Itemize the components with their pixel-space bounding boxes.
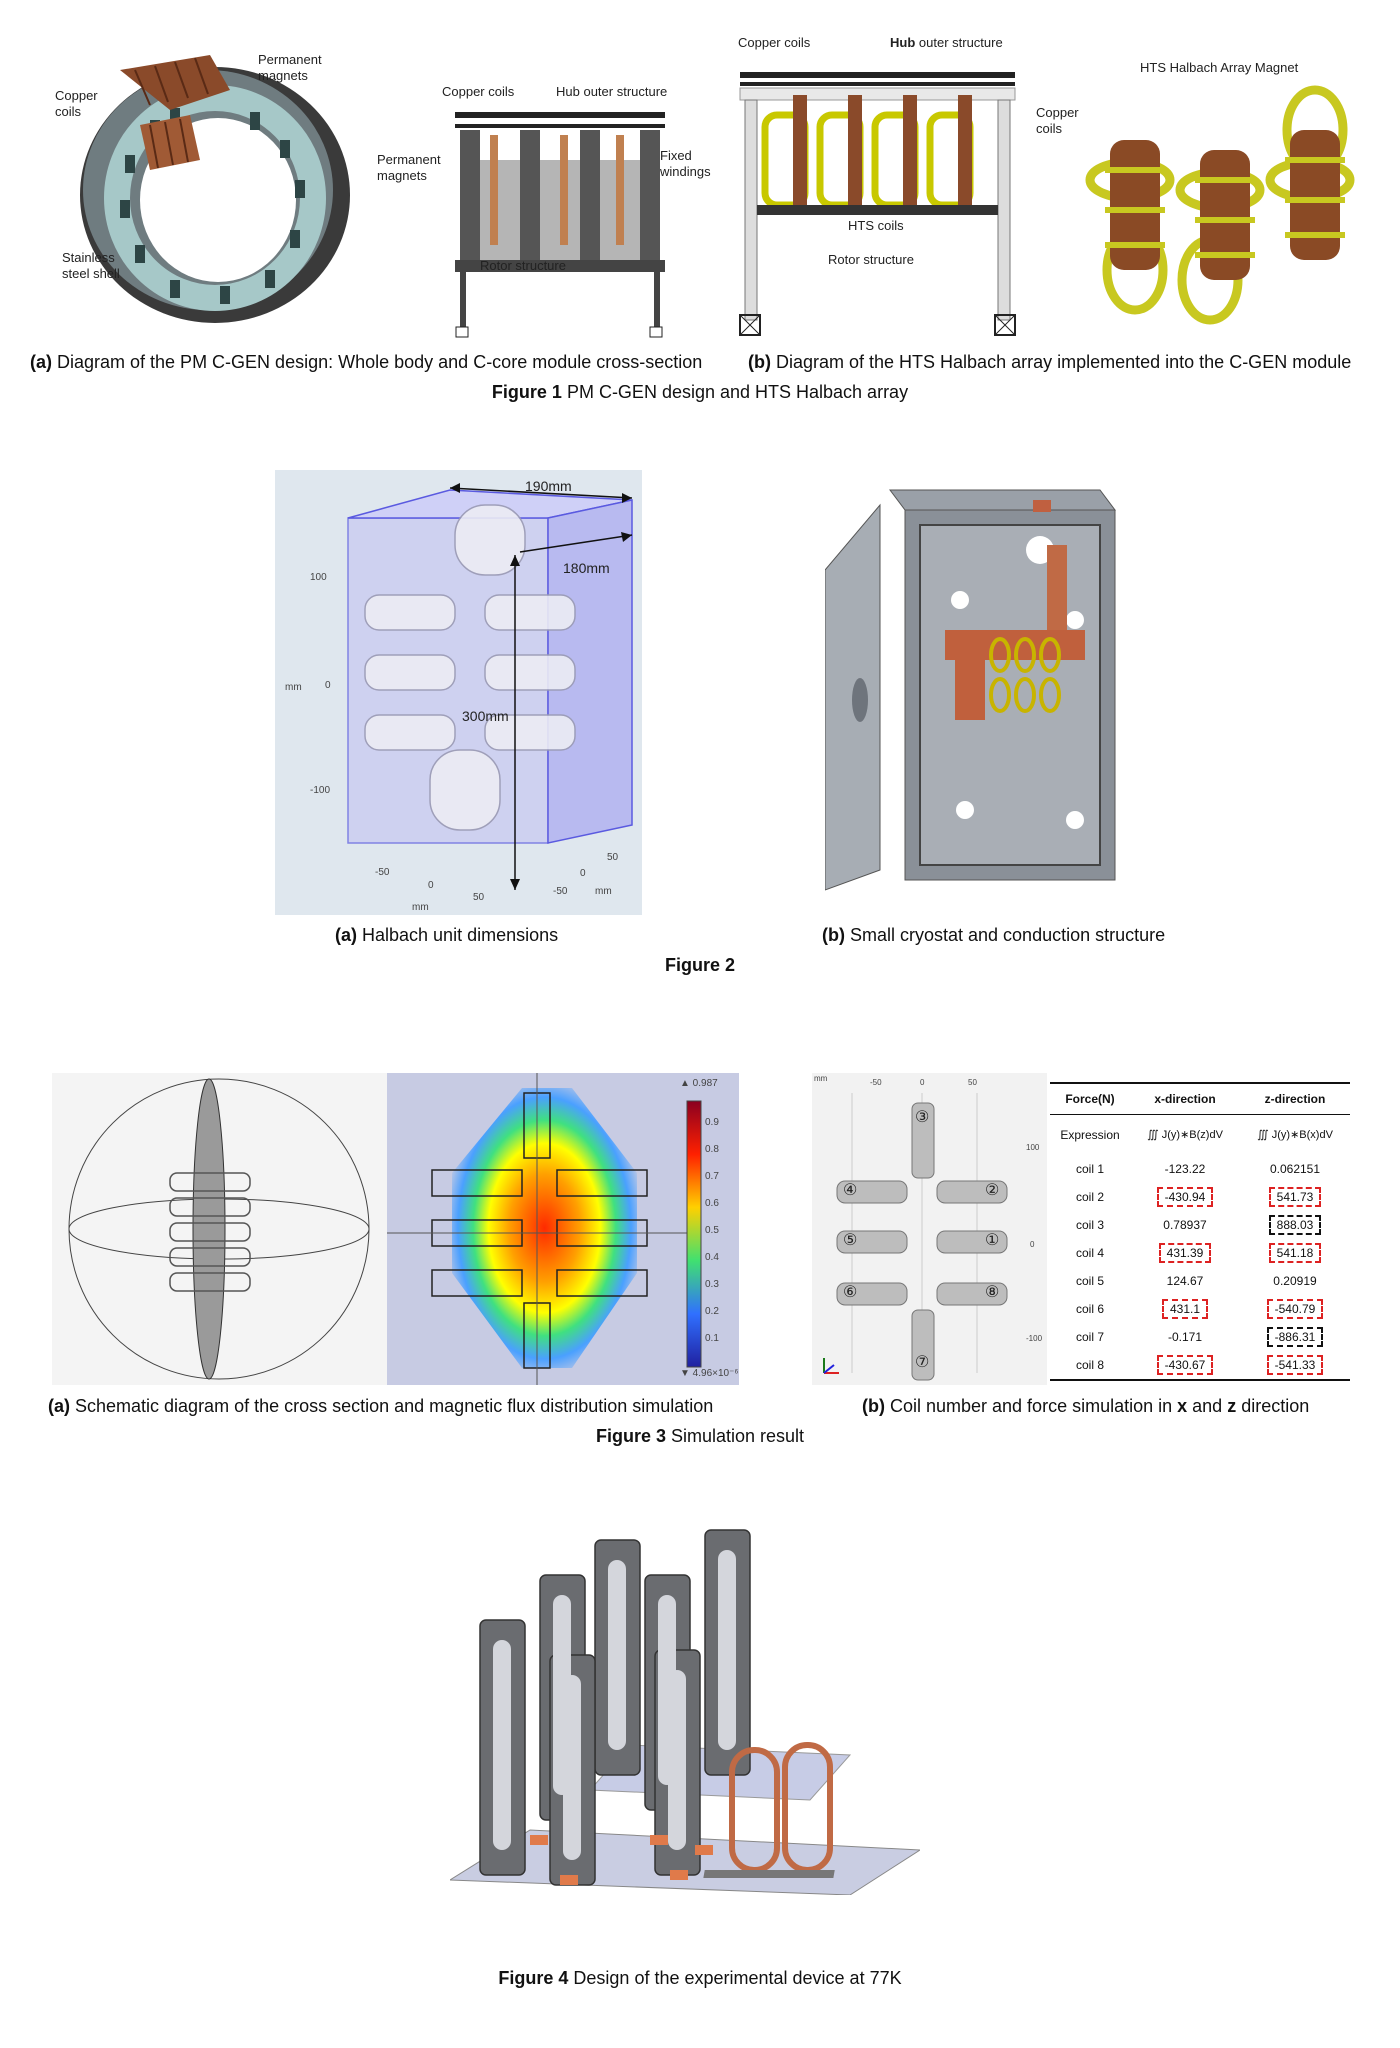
label-hts-coils: HTS coils bbox=[848, 218, 904, 233]
caption-figure1-a-prefix: (a) bbox=[30, 352, 52, 372]
table-row bbox=[1050, 1155, 1350, 1183]
figure1-panel-b-halbach bbox=[1080, 70, 1370, 330]
caption-figure3-b-mid1: Coil number and force simulation in bbox=[884, 1396, 1178, 1416]
tick-y-unit: mm bbox=[595, 886, 612, 897]
tick-z-unit: mm bbox=[285, 682, 302, 693]
axis-tick-top-0: 0 bbox=[920, 1078, 925, 1087]
figure3-panel-b-coils bbox=[812, 1073, 1047, 1385]
coil-number-7: ⑦ bbox=[915, 1354, 930, 1371]
axis-tick-right-0: 0 bbox=[1030, 1240, 1035, 1249]
axis-tick-top-neg50: -50 bbox=[870, 1078, 882, 1087]
coil-number-4: ④ bbox=[843, 1182, 858, 1199]
label-copper-coils-1b-right: Copper coils bbox=[1036, 105, 1079, 136]
force-table-container bbox=[1050, 1082, 1350, 1381]
x-cell bbox=[1130, 1295, 1240, 1323]
halbach-unit-dimension-render bbox=[275, 470, 642, 915]
colorbar-tick-0.7: 0.7 bbox=[705, 1171, 719, 1182]
coil-cell: coil 1 bbox=[1075, 1161, 1104, 1176]
figure2-title: Figure 2 bbox=[664, 955, 735, 975]
tick-y-50: 50 bbox=[607, 852, 619, 863]
x-cell bbox=[1130, 1351, 1240, 1380]
tick-z-neg100: -100 bbox=[310, 785, 331, 796]
x-value: 0.78937 bbox=[1163, 1217, 1207, 1232]
table-row bbox=[1050, 1295, 1350, 1323]
figure4-title-text: Design of the experimental device at 77K bbox=[568, 1968, 902, 1988]
x-value-highlighted: 431.1 bbox=[1162, 1299, 1208, 1319]
caption-figure3-b-and: and bbox=[1187, 1396, 1228, 1416]
dim-180mm: 180mm bbox=[563, 560, 610, 576]
z-value-highlighted: -886.31 bbox=[1267, 1327, 1324, 1347]
z-value-highlighted: -540.79 bbox=[1267, 1299, 1324, 1319]
label-permanent-magnets-1a: Permanent magnets bbox=[258, 52, 322, 83]
z-cell bbox=[1240, 1295, 1350, 1323]
figure4-panel bbox=[450, 1500, 920, 1895]
force-table-header-z: z-direction bbox=[1240, 1083, 1350, 1115]
tick-x-neg50: -50 bbox=[375, 867, 390, 878]
coil-cell: coil 3 bbox=[1075, 1217, 1104, 1232]
colorbar-tick-0.8: 0.8 bbox=[705, 1144, 719, 1155]
label-copper-coils-1a: Copper coils bbox=[55, 88, 98, 119]
caption-figure2-b bbox=[822, 925, 1165, 946]
coil-cell: coil 2 bbox=[1075, 1189, 1104, 1204]
label-hub-outer-1a: Hub outer structure bbox=[556, 84, 668, 99]
figure3-panel-a-sphere bbox=[52, 1073, 387, 1385]
figure1-title bbox=[0, 382, 1400, 403]
force-table-header-row bbox=[1050, 1083, 1350, 1115]
tick-z-100: 100 bbox=[310, 572, 327, 583]
c-core-cross-section-diagram bbox=[440, 90, 680, 340]
figure4-title-prefix: Figure 4 bbox=[498, 1968, 569, 1988]
colorbar-tick-0.9: 0.9 bbox=[705, 1117, 719, 1128]
caption-figure3-a-prefix: (a) bbox=[48, 1396, 70, 1416]
caption-figure2-a-text: Halbach unit dimensions bbox=[357, 925, 559, 945]
caption-figure2-a bbox=[335, 925, 558, 946]
expression-z: ∭ J(y)∗B(x)dV bbox=[1257, 1129, 1333, 1142]
figure2-panel-a bbox=[275, 470, 642, 915]
x-cell bbox=[1130, 1155, 1240, 1183]
z-value: 0.20919 bbox=[1273, 1273, 1317, 1288]
caption-figure1-a bbox=[30, 352, 702, 373]
force-table-header-force: Force(N) bbox=[1050, 1083, 1130, 1115]
caption-figure1-b-prefix: (b) bbox=[748, 352, 771, 372]
dim-300mm: 300mm bbox=[462, 708, 509, 724]
coil-number-1: ① bbox=[985, 1232, 1000, 1249]
label-hub-rest: outer structure bbox=[915, 35, 1003, 50]
caption-figure3-a bbox=[48, 1396, 713, 1417]
x-value: -123.22 bbox=[1164, 1161, 1206, 1176]
label-hts-halbach: HTS Halbach Array Magnet bbox=[1140, 60, 1299, 75]
caption-figure1-a-text: Diagram of the PM C-GEN design: Whole body and C-core module cross-section bbox=[52, 352, 703, 372]
figure1-panel-a-cross-section bbox=[440, 90, 680, 340]
coil-number-5: ⑤ bbox=[843, 1232, 858, 1249]
colorbar-min: ▼ 4.96×10⁻⁶ bbox=[680, 1368, 739, 1379]
figure3-panel-a-flux bbox=[387, 1073, 739, 1385]
label-permanent-magnets-1a-mid: Permanent magnets bbox=[377, 152, 441, 183]
label-copper-coils-1a-mid: Copper coils bbox=[442, 84, 515, 99]
z-cell bbox=[1240, 1239, 1350, 1267]
figure1-title-prefix: Figure 1 bbox=[491, 382, 562, 402]
label-copper-coils-1b: Copper coils bbox=[738, 35, 811, 50]
z-value: 0.062151 bbox=[1269, 1161, 1321, 1176]
coil-cell: coil 8 bbox=[1075, 1357, 1104, 1372]
figure2-panel-b bbox=[825, 480, 1130, 910]
z-cell bbox=[1240, 1351, 1350, 1380]
figure1-title-text: PM C-GEN design and HTS Halbach array bbox=[561, 382, 909, 402]
x-value-highlighted: -430.94 bbox=[1157, 1187, 1214, 1207]
figure3-title-text: Simulation result bbox=[665, 1426, 805, 1446]
caption-figure3-b bbox=[862, 1396, 1309, 1417]
label-rotor-structure-1a: Rotor structure bbox=[480, 258, 566, 273]
label-rotor-structure-1b: Rotor structure bbox=[828, 252, 914, 267]
figure3-title bbox=[0, 1426, 1400, 1447]
table-row bbox=[1050, 1239, 1350, 1267]
coil-layout-diagram bbox=[812, 1073, 1047, 1385]
axis-tick-right-100: 100 bbox=[1026, 1143, 1040, 1152]
caption-figure2-a-prefix: (a) bbox=[335, 925, 357, 945]
figure3-title-prefix: Figure 3 bbox=[595, 1426, 666, 1446]
cross-section-sphere-diagram bbox=[52, 1073, 387, 1385]
x-cell bbox=[1130, 1211, 1240, 1239]
coil-number-3: ③ bbox=[915, 1109, 930, 1126]
z-cell bbox=[1240, 1155, 1350, 1183]
experimental-device-render bbox=[450, 1500, 920, 1895]
z-cell bbox=[1240, 1323, 1350, 1351]
caption-figure1-b-text: Diagram of the HTS Halbach array implemented into the C-GEN module bbox=[770, 352, 1352, 372]
force-table-header-x: x-direction bbox=[1130, 1083, 1240, 1115]
x-cell bbox=[1130, 1239, 1240, 1267]
caption-figure1-b bbox=[748, 352, 1351, 373]
tick-x-50: 50 bbox=[473, 892, 485, 903]
tick-y-neg50: -50 bbox=[553, 886, 568, 897]
coil-cell: coil 5 bbox=[1075, 1273, 1104, 1288]
x-value: -0.171 bbox=[1167, 1329, 1203, 1344]
figure1-panel-b-module bbox=[735, 60, 1020, 340]
label-hub-bold: Hub bbox=[890, 35, 916, 50]
colorbar-tick-0.5: 0.5 bbox=[705, 1225, 719, 1236]
caption-figure3-b-prefix: (b) bbox=[862, 1396, 885, 1416]
force-table bbox=[1050, 1082, 1350, 1381]
caption-figure2-b-prefix: (b) bbox=[822, 925, 845, 945]
coil-number-6: ⑥ bbox=[843, 1284, 858, 1301]
label-fixed-windings: Fixed windings bbox=[660, 148, 711, 179]
hts-halbach-array-illustration bbox=[1080, 70, 1370, 330]
tick-x-unit: mm bbox=[412, 902, 429, 913]
magnetic-flux-distribution-map bbox=[387, 1073, 739, 1385]
colorbar-tick-0.3: 0.3 bbox=[705, 1279, 719, 1290]
caption-figure3-a-text: Schematic diagram of the cross section and magnetic flux distribution simulation bbox=[70, 1396, 714, 1416]
coil-cell: coil 4 bbox=[1075, 1245, 1104, 1260]
coil-cell: coil 6 bbox=[1075, 1301, 1104, 1316]
z-value-highlighted: -541.33 bbox=[1267, 1355, 1324, 1375]
expression-label: Expression bbox=[1060, 1127, 1120, 1142]
coil-number-2: ② bbox=[985, 1182, 1000, 1199]
table-row bbox=[1050, 1211, 1350, 1239]
axis-tick-right-neg100: -100 bbox=[1026, 1334, 1043, 1343]
colorbar-max: ▲ 0.987 bbox=[680, 1078, 718, 1089]
z-cell bbox=[1240, 1267, 1350, 1295]
table-row bbox=[1050, 1323, 1350, 1351]
table-row bbox=[1050, 1351, 1350, 1380]
table-row bbox=[1050, 1267, 1350, 1295]
x-value: 124.67 bbox=[1166, 1273, 1204, 1288]
colorbar-tick-0.6: 0.6 bbox=[705, 1198, 719, 1209]
force-table-expression-row bbox=[1050, 1115, 1350, 1155]
colorbar-tick-0.1: 0.1 bbox=[705, 1333, 719, 1344]
z-value-highlighted: 888.03 bbox=[1269, 1215, 1322, 1235]
caption-figure3-b-end: direction bbox=[1236, 1396, 1310, 1416]
tick-z-0: 0 bbox=[325, 680, 331, 691]
colorbar-tick-0.4: 0.4 bbox=[705, 1252, 719, 1263]
hts-cgen-module-diagram bbox=[735, 60, 1020, 340]
tick-x-0: 0 bbox=[428, 880, 434, 891]
z-cell bbox=[1240, 1211, 1350, 1239]
caption-figure3-b-x: x bbox=[1177, 1396, 1188, 1416]
coil-cell: coil 7 bbox=[1075, 1329, 1104, 1344]
table-row bbox=[1050, 1183, 1350, 1211]
x-cell bbox=[1130, 1267, 1240, 1295]
coil-number-8: ⑧ bbox=[985, 1284, 1000, 1301]
x-cell bbox=[1130, 1183, 1240, 1211]
z-cell bbox=[1240, 1183, 1350, 1211]
caption-figure3-b-z: z bbox=[1227, 1396, 1237, 1416]
caption-figure2-b-text: Small cryostat and conduction structure bbox=[844, 925, 1166, 945]
z-value-highlighted: 541.18 bbox=[1269, 1243, 1322, 1263]
label-stainless-shell: Stainless steel shell bbox=[62, 250, 120, 281]
colorbar-tick-0.2: 0.2 bbox=[705, 1306, 719, 1317]
dim-190mm: 190mm bbox=[525, 478, 572, 494]
x-cell bbox=[1130, 1323, 1240, 1351]
cryostat-render bbox=[825, 480, 1130, 910]
tick-y-0: 0 bbox=[580, 868, 586, 879]
z-value-highlighted: 541.73 bbox=[1269, 1187, 1322, 1207]
figure4-title bbox=[0, 1968, 1400, 1989]
expression-x: ∭ J(y)∗B(z)dV bbox=[1147, 1129, 1223, 1142]
axis-unit-mm: mm bbox=[814, 1074, 828, 1083]
x-value-highlighted: -430.67 bbox=[1157, 1355, 1214, 1375]
axis-tick-top-50: 50 bbox=[968, 1078, 977, 1087]
x-value-highlighted: 431.39 bbox=[1159, 1243, 1212, 1263]
label-hub-outer-1b bbox=[890, 35, 1003, 51]
